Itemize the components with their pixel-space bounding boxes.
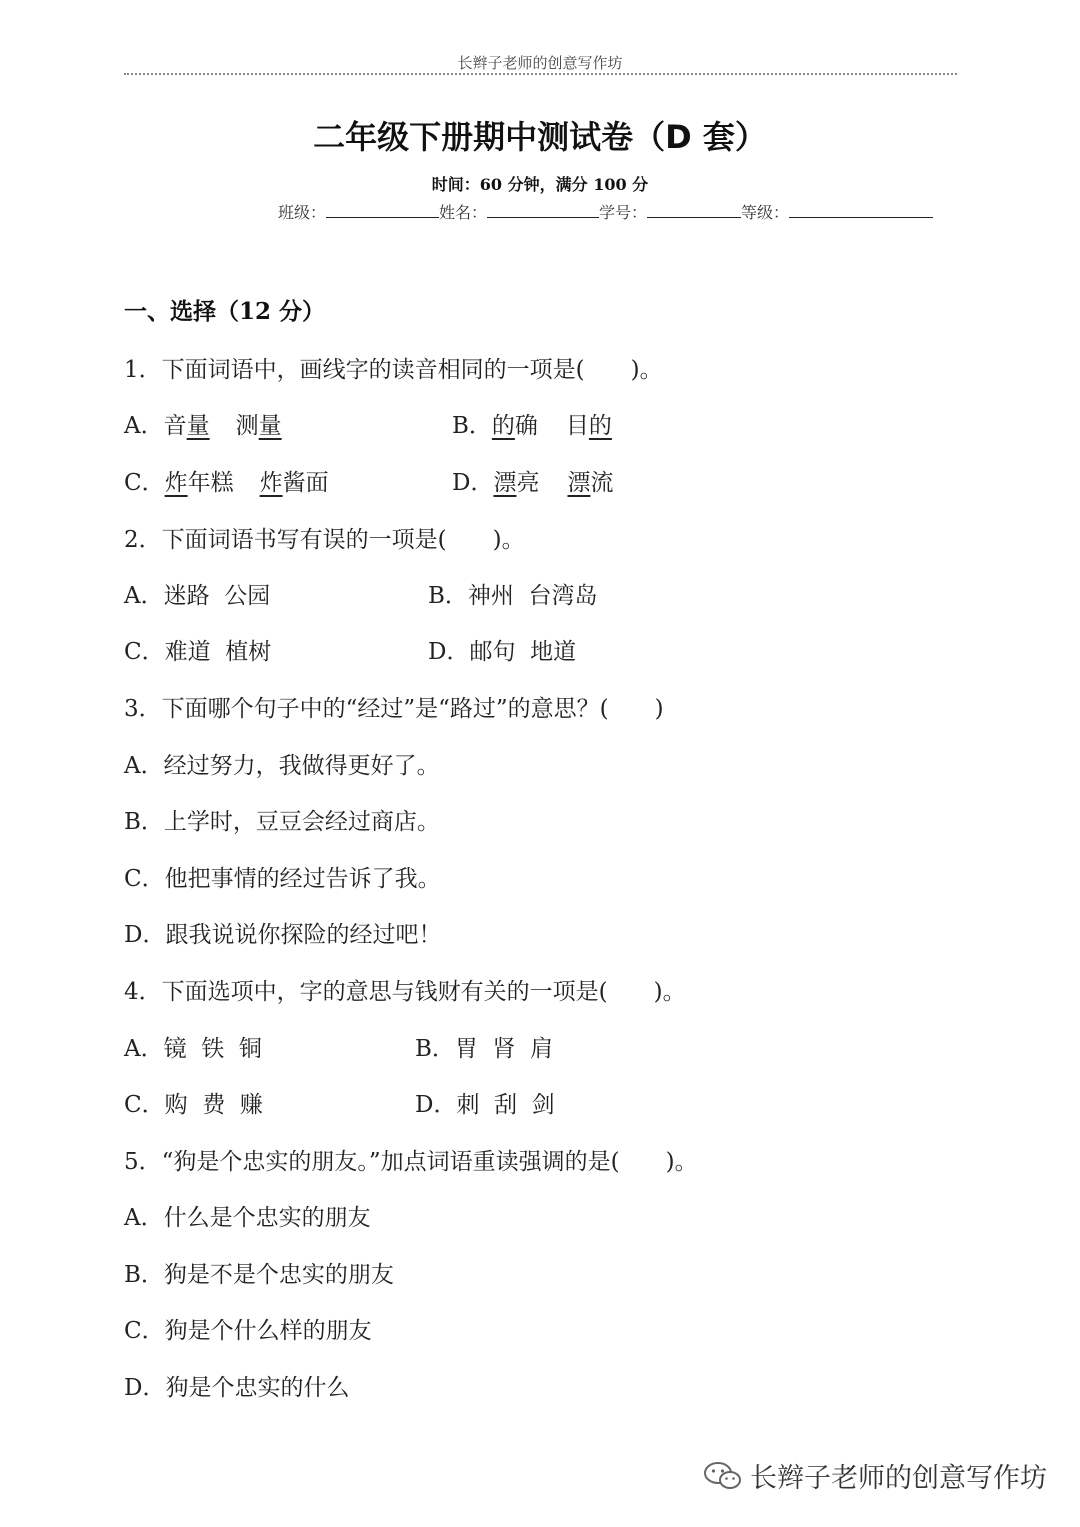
q1-option-b[interactable]: B．的确 目的: [452, 413, 612, 439]
q5-option-c[interactable]: C．狗是个什么样的朋友: [124, 1318, 372, 1344]
q2-stem: 2．下面词语书写有误的一项是( )。: [124, 527, 525, 553]
student-info-row: [278, 200, 933, 223]
q4-option-c[interactable]: C．购 费 赚: [124, 1092, 263, 1118]
watermark-text: 长辫子老师的创意写作坊: [750, 1463, 1047, 1494]
name-field[interactable]: [487, 200, 599, 218]
q3-option-c[interactable]: C．他把事情的经过告诉了我。: [124, 866, 441, 892]
id-label: 学号：: [599, 203, 648, 222]
q1-stem: 1．下面词语中，画线字的读音相同的一项是( )。: [124, 357, 663, 383]
page-title: 二年级下册期中测试卷（D 套）: [313, 118, 767, 156]
time-info: 时间：60 分钟，满分 100 分: [431, 175, 649, 194]
q2-option-d[interactable]: D．邮句 地道: [428, 639, 577, 665]
grade-label: 等级：: [741, 203, 790, 222]
q1-option-c[interactable]: C．炸年糕 炸酱面: [124, 470, 329, 496]
name-label: 姓名：: [439, 203, 488, 222]
header-divider: [124, 73, 957, 75]
q4-option-d[interactable]: D．刺 刮 剑: [415, 1092, 555, 1118]
q5-option-a[interactable]: A．什么是个忠实的朋友: [124, 1205, 371, 1231]
q2-option-b[interactable]: B．神州 台湾岛: [428, 583, 598, 609]
q2-option-c[interactable]: C．难道 植树: [124, 639, 272, 665]
q5-option-d[interactable]: D．狗是个忠实的什么: [124, 1375, 350, 1401]
q3-option-b[interactable]: B．上学时，豆豆会经过商店。: [124, 809, 440, 835]
class-label: 班级：: [278, 203, 327, 222]
q3-option-d[interactable]: D．跟我说说你探险的经过吧！: [124, 922, 442, 948]
grade-field[interactable]: [789, 200, 933, 218]
q5-stem: 5．“狗是个忠实的朋友。”加点词语重读强调的是( )。: [124, 1149, 698, 1175]
q4-option-b[interactable]: B．胃 肾 肩: [415, 1036, 554, 1062]
q3-stem: 3．下面哪个句子中的“经过”是“路过”的意思？( ): [124, 696, 664, 722]
q4-stem: 4．下面选项中，字的意思与钱财有关的一项是( )。: [124, 979, 686, 1005]
q3-option-a[interactable]: A．经过努力，我做得更好了。: [124, 753, 440, 779]
page-header: 长辫子老师的创意写作坊: [457, 54, 623, 72]
q1-option-a[interactable]: A．音量 测量: [124, 413, 282, 439]
section-heading: 一、选择（12 分）: [124, 298, 326, 325]
q5-option-b[interactable]: B．狗是不是个忠实的朋友: [124, 1262, 394, 1288]
student-id-field[interactable]: [647, 200, 741, 218]
q4-option-a[interactable]: A．镜 铁 铜: [124, 1036, 262, 1062]
q2-option-a[interactable]: A．迷路 公园: [124, 583, 271, 609]
wechat-icon: [703, 1461, 743, 1491]
class-field[interactable]: [326, 200, 439, 218]
q1-option-d[interactable]: D．漂亮 漂流: [452, 470, 614, 496]
